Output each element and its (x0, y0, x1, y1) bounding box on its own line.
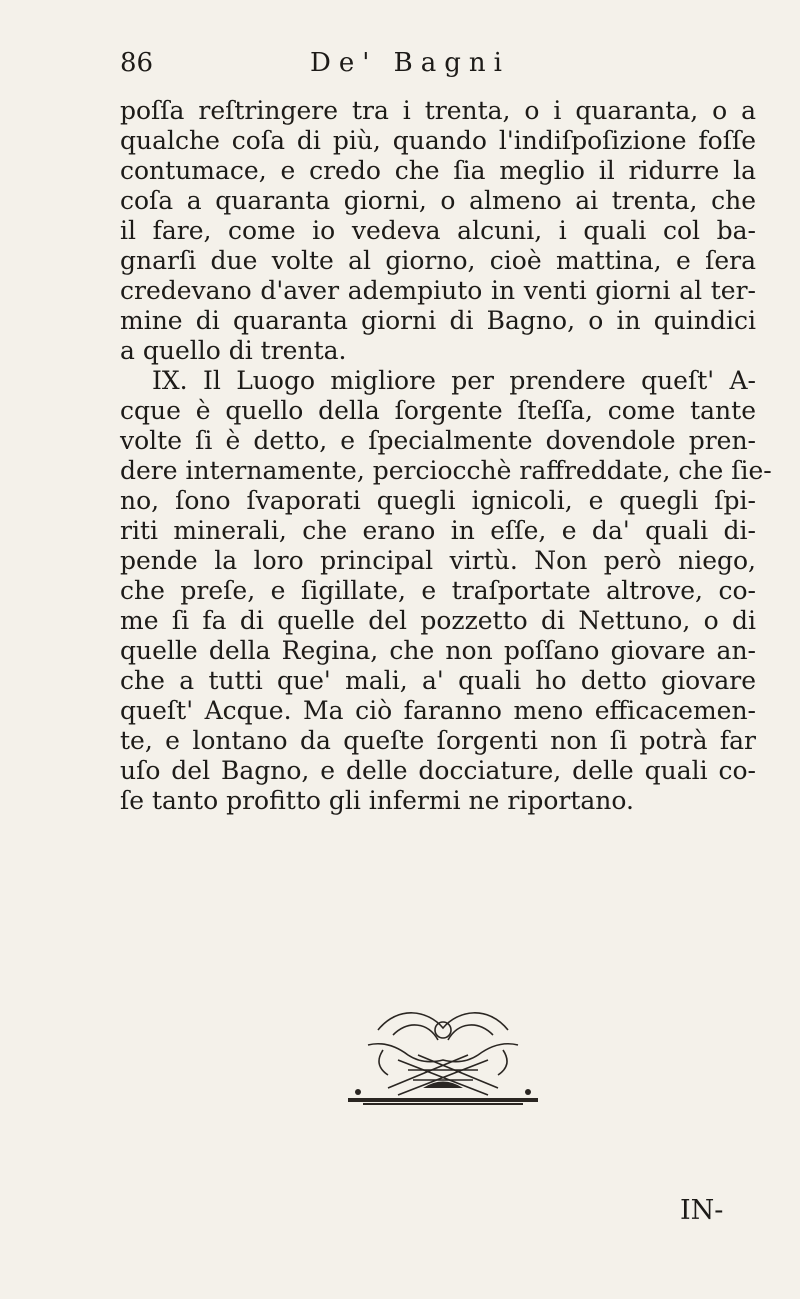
text-line: coſa a quaranta giorni, o almeno ai trenta, che (120, 186, 756, 215)
text-line: che a tutti que' mali, a' quali ho detto giovare (120, 666, 756, 695)
section-start-line: IX. Il Luogo migliore per prendere queſt' A- (152, 366, 756, 395)
page-header (120, 48, 740, 88)
running-head: De' Bagni (310, 48, 510, 78)
text-line: no, ſono ſvaporati quegli ignicoli, e quegli ſpi- (120, 486, 756, 515)
text-line: te, e lontano da queſte ſorgenti non ſi potrà far (120, 726, 756, 755)
text-line: che preſe, e ſigillate, e traſportate altrove, co- (120, 576, 756, 605)
body-text (120, 96, 772, 816)
text-line: cque è quello della ſorgente ſteſſa, come tante (120, 396, 756, 425)
text-line: qualche coſa di più, quando l'indiſpoſizione foſſe (120, 126, 756, 155)
text-line: quelle della Regina, che non poſſano giovare an- (120, 636, 756, 665)
text-line: queſt' Acque. Ma ciò faranno meno efficacemen- (120, 696, 756, 725)
page-number: 86 (120, 48, 154, 78)
text-line: uſo del Bagno, e delle docciature, delle quali co- (120, 756, 756, 785)
text-line: gnarſi due volte al giorno, cioè mattina, e ſera (120, 246, 756, 275)
text-line: ſe tanto profitto gli infermi ne riportano. (120, 786, 634, 815)
text-line: contumace, e credo che ſia meglio il ridurre la (120, 156, 756, 185)
text-line: il fare, come io vedeva alcuni, i quali col ba- (120, 216, 756, 245)
text-line: credevano d'aver adempiuto in venti giorni al ter- (120, 276, 756, 305)
text-line: me ſi fa di quelle del pozzetto di Nettuno, o di (120, 606, 756, 635)
text-line: riti minerali, che erano in eſſe, e da' quali di- (120, 516, 756, 545)
text-line: a quello di trenta. (120, 336, 347, 365)
text-line: poſſa reſtringere tra i trenta, o i quaranta, o a (120, 96, 756, 125)
text-line: mine di quaranta giorni di Bagno, o in quindici (120, 306, 756, 335)
floral-tailpiece-icon (338, 1000, 548, 1115)
text-line: dere internamente, perciocchè raffreddate, che ſie- (120, 456, 772, 485)
text-line: pende la loro principal virtù. Non però niego, (120, 546, 756, 575)
text-line: volte ſi è detto, e ſpecialmente dovendole pren- (120, 426, 756, 455)
catchword: IN- (680, 1195, 724, 1226)
